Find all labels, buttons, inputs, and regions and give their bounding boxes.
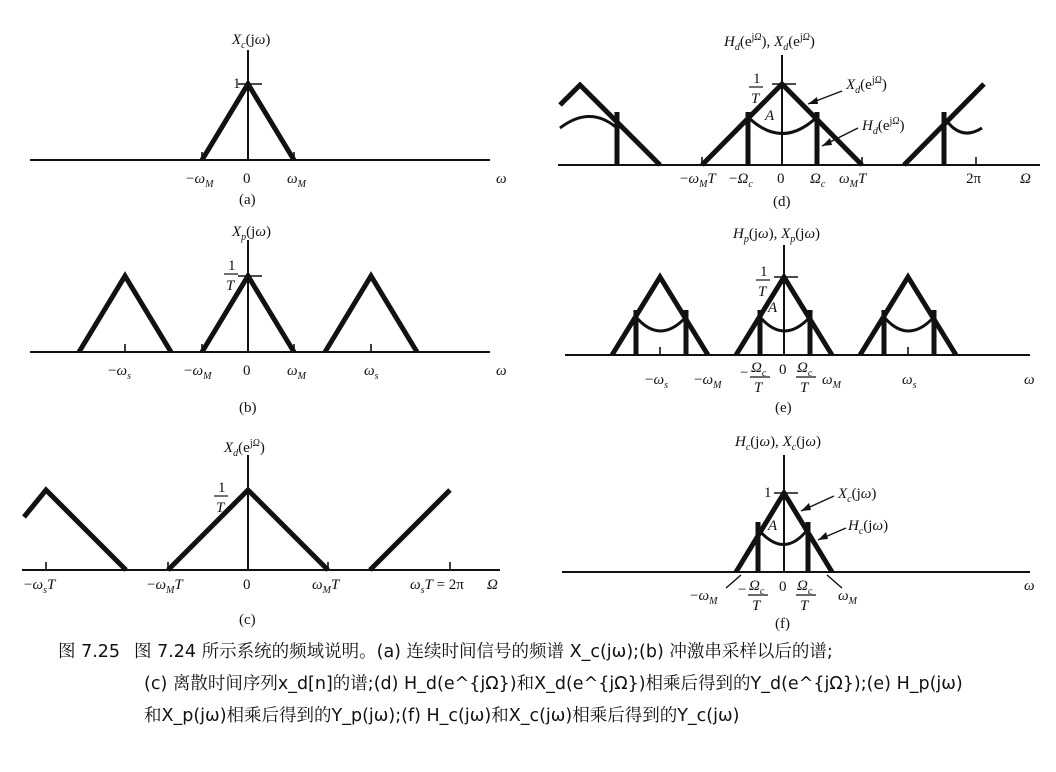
panel-f [562, 434, 1035, 632]
panel-c [22, 438, 500, 628]
panel-d-tick-label: $-\omega_MT$ [680, 171, 716, 190]
panel-b-tick-label: $\omega_s$ [364, 363, 379, 382]
panel-b-axis-variable: ω [496, 363, 507, 379]
panel-b-peak-denominator: T [226, 278, 235, 294]
panel-f-title: $H_c(j\omega)$, $X_c(j\omega)$ [735, 434, 821, 453]
figure-caption-text: 和X_p(jω)相乘后得到的Y_p(jω);(f) H_c(jω)和X_c(jω)相乘后得到的Y_c(jω) [144, 706, 740, 726]
panel-e-tick-label: $\omega_M$ [822, 372, 841, 391]
panel-d-title: $H_d(e^j\Omega)$, $X_d(e^j\Omega)$ [724, 32, 815, 53]
panel-e-filter-curve-right [884, 317, 934, 331]
panel-a-tick-label: $\omega_M$ [287, 171, 306, 190]
panel-e-peak-numerator: 1 [760, 264, 768, 280]
panel-c-tick-label: $\omega_sT = 2\pi$ [410, 577, 464, 596]
panel-f-tick-label: $\Omega_c$ [749, 578, 765, 597]
panel-c-tick-label: $-\omega_MT$ [147, 577, 183, 596]
panel-d-peak-denominator: T [751, 91, 760, 107]
panel-e-tick-label: 0 [779, 362, 787, 378]
panel-b-tick-label: $-\omega_M$ [184, 363, 212, 382]
panel-f-region-label: A [768, 518, 778, 534]
panel-c-tick-label: 0 [243, 577, 251, 593]
panel-b-tick-label: 0 [243, 363, 251, 379]
panel-c-peak-numerator: 1 [218, 480, 226, 496]
panel-c-axis-variable: Ω [487, 577, 498, 593]
panel-e-axis-variable: ω [1024, 372, 1035, 388]
panel-a-axis-variable: ω [496, 171, 507, 187]
panel-d-tick-label: $\omega_MT$ [839, 171, 867, 190]
panel-d-callout-xd: $X_d(e^j\Omega)$ [846, 75, 887, 96]
panel-e-tick-label: $\Omega_c$ [751, 360, 767, 379]
panel-a-peak-label: 1 [233, 76, 241, 92]
panel-f-tick-label: $-\omega_M$ [690, 588, 718, 607]
panel-f-callout-xc: $X_c(j\omega)$ [838, 486, 877, 505]
panel-e-tick-label: $\Omega_c$ [797, 360, 813, 379]
panel-e-caption: (e) [775, 400, 792, 416]
panel-f-caption: (f) [775, 616, 790, 632]
panel-d-callout-arrowhead [808, 97, 818, 104]
panel-f-callout-arrowhead [801, 503, 811, 511]
panel-b [30, 224, 507, 416]
panel-b-caption: (b) [239, 400, 257, 416]
figure-caption-text: 图 7.24 所示系统的频域说明。(a) 连续时间信号的频谱 X_c(jω);(b) 冲激串采样以后的谱; [134, 642, 833, 662]
panel-d-caption: (d) [773, 194, 791, 210]
panel-d-callout-hd: $H_d(e^j\Omega)$ [862, 116, 905, 137]
panel-f-callout-arrow [827, 575, 842, 588]
panel-f-axis-variable: ω [1024, 578, 1035, 594]
panel-e-peak-denominator: T [758, 284, 767, 300]
panel-b-tick-label: $\omega_M$ [287, 363, 306, 382]
panel-c-caption: (c) [239, 612, 256, 628]
panel-d-region-label: A [765, 108, 775, 124]
panel-d-callout-arrowhead [822, 138, 832, 146]
panel-d [558, 32, 1040, 210]
panel-f-tick-label: − [738, 582, 747, 598]
panel-d-spectrum-left [560, 85, 660, 165]
panel-e-tick-label: $\omega_s$ [902, 372, 917, 391]
figure-caption-text: (c) 离散时间序列x_d[n]的谱;(d) H_d(e^{jΩ})和X_d(e^{jΩ})相乘后得到的Y_d(e^{jΩ});(e) H_p(jω) [144, 674, 963, 694]
panel-f-tick-label: $\omega_M$ [838, 588, 857, 607]
panel-c-tick-label: $\omega_MT$ [312, 577, 340, 596]
panel-d-filter-curve-left [560, 117, 617, 129]
panel-c-peak-denominator: T [216, 500, 225, 516]
panel-f-tick-label: 0 [779, 579, 787, 595]
panel-e-tick-label: T [800, 380, 809, 396]
figure-number: 图 7.25 [58, 642, 121, 662]
panel-a-title: $X_c(j\omega)$ [232, 32, 271, 51]
panel-f-tick-label: T [800, 598, 809, 614]
panel-b-peak-numerator: 1 [228, 258, 236, 274]
panel-e-tick-label: T [754, 380, 763, 396]
panel-e-tick-label: $-\omega_M$ [694, 372, 722, 391]
panel-e-filter-curve-left [636, 317, 686, 331]
panel-d-peak-numerator: 1 [753, 71, 761, 87]
panel-e-region-label: A [768, 300, 778, 316]
panel-c-spectrum-left [24, 490, 126, 570]
panel-d-tick-label: 0 [777, 171, 785, 187]
panel-e-tick-label: $-\omega_s$ [645, 372, 668, 391]
panel-b-title: $X_p(j\omega)$ [232, 224, 271, 243]
panel-e-spectrum-right [860, 277, 956, 355]
panel-b-spectrum-copy-right [325, 276, 417, 352]
panel-a-caption: (a) [239, 192, 256, 208]
panel-c-title: $X_d(e^j\Omega)$ [224, 438, 265, 459]
figure-caption-line [58, 700, 1038, 732]
panel-d-tick-label: $-\Omega_c$ [729, 171, 753, 190]
figure-caption-line [58, 668, 1038, 700]
panel-f-tick-label: T [752, 598, 761, 614]
panel-b-spectrum-copy-left [79, 276, 171, 352]
panel-c-tick-label: $-\omega_sT$ [24, 577, 56, 596]
panel-e-title: $H_p(j\omega)$, $X_p(j\omega)$ [733, 226, 821, 245]
panel-f-callout-hc: $H_c(j\omega)$ [848, 518, 889, 537]
figure-caption [58, 636, 1038, 732]
panel-f-tick-label: $\Omega_c$ [797, 578, 813, 597]
panel-e [565, 226, 1035, 416]
panel-a [30, 32, 507, 208]
panel-b-tick-label: $-\omega_s$ [108, 363, 131, 382]
panel-e-tick-label: − [740, 365, 749, 381]
panel-f-peak-label: 1 [764, 485, 772, 501]
panel-a-tick-label: $-\omega_M$ [186, 171, 214, 190]
figure-caption-line [58, 636, 1038, 668]
panel-e-spectrum-left [612, 277, 708, 355]
panel-f-callout-arrowhead [818, 532, 828, 540]
panel-c-spectrum-right [370, 490, 450, 570]
panel-d-tick-label: $\Omega_c$ [810, 171, 826, 190]
panel-a-tick-label: 0 [243, 171, 251, 187]
panel-d-axis-variable: Ω [1020, 171, 1031, 187]
panel-d-tick-label: 2π [966, 171, 982, 187]
